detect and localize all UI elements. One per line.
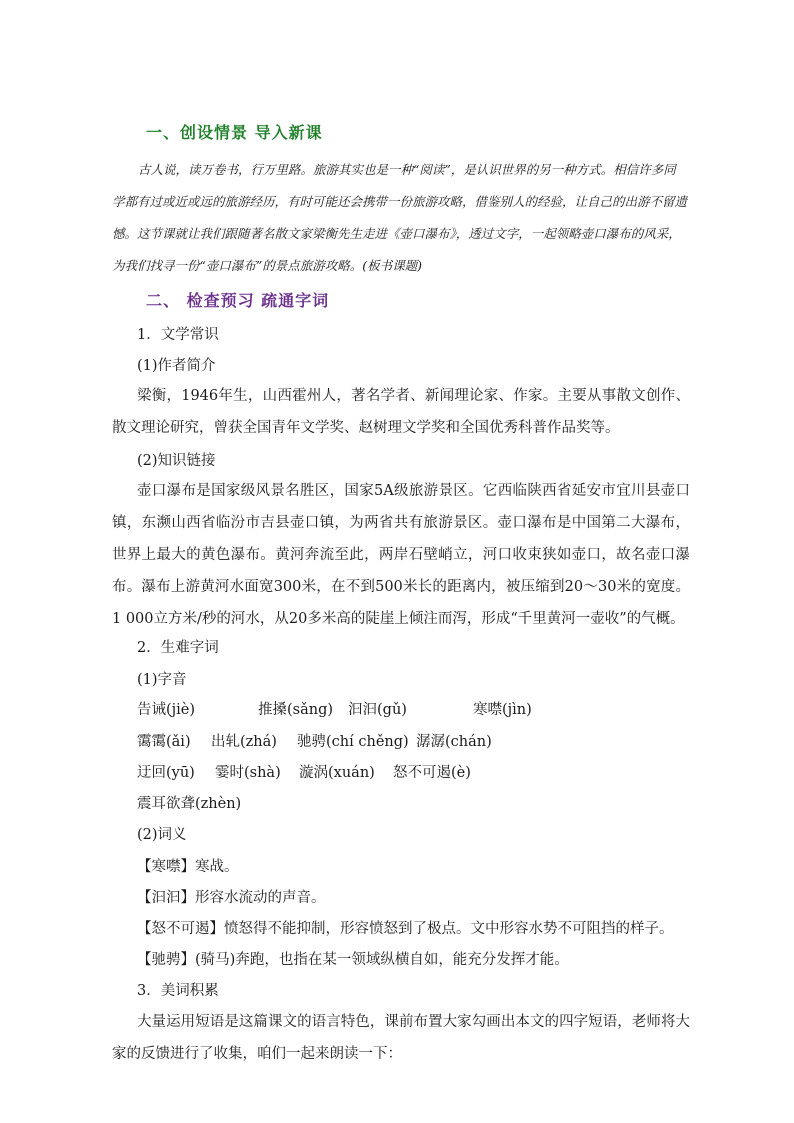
meaning-title: (2)词义	[137, 827, 187, 843]
definition-item	[137, 950, 569, 970]
pron-item: 寒噤(jìn)	[473, 702, 532, 718]
subsection-difficult-words: 2．生难字词	[137, 640, 219, 656]
definition-term: 【驰骋】	[137, 952, 195, 968]
pron-item: 霎时(shà)	[215, 765, 281, 781]
section-heading-1: 一、创设情景 导入新课	[146, 123, 323, 142]
pron-item: 震耳欲聋(zhèn)	[137, 796, 242, 812]
definition-item	[137, 857, 239, 877]
definition-item	[137, 919, 674, 939]
pron-item: 汩汩(gǔ)	[348, 702, 407, 718]
pronunciation-title: (1)字音	[137, 672, 187, 688]
subsection-literary-knowledge: 1．文学常识	[137, 327, 219, 343]
pron-item: 霭霭(ǎi)	[137, 734, 191, 750]
definition-text: 寒战。	[195, 859, 239, 875]
section-heading-2: 二、 检查预习 疏通字词	[146, 291, 330, 310]
pron-item: 怒不可遏(è)	[393, 765, 471, 781]
definition-term: 【寒噤】	[137, 859, 195, 875]
author-intro-title: (1)作者简介	[137, 358, 216, 374]
knowledge-link-text: 壶口瀑布是国家级风景名胜区，国家5A级旅游景区。它西临陕西省延安市宜川县壶口镇，东濒山西省临汾市吉县壶口镇，为两省共有旅游景区。壶口瀑布是中国第二大瀑布，世界上最大的黄色瀑布。黄河奔流至此，两岸石壁峭立，河口收束狭如壶口，故名壶口瀑布。瀑布上游黄河水面宽300米，在不到500米长的距离内，被压缩到20～30米的宽度。1 000立方米/秒的河水，从20多米高的陡崖上倾注而泻，形成“千里黄河一壶收”的气概。	[112, 483, 690, 627]
intro-paragraph: 古人说，读万卷书，行万里路。旅游其实也是一种“阅读”，是认识世界的另一种方式。相信许多同学都有过或近或远的旅游经历，有时可能还会携带一份旅游攻略，借鉴别人的经验，让自己的出游不留遗憾。这节课就让我们跟随著名散文家梁衡先生走进《壶口瀑布》，透过文字，一起领略壶口瀑布的风采，为我们找寻一份“壶口瀑布”的景点旅游攻略。(板书课题)	[112, 162, 688, 273]
definition-text: 形容水流动的声音。	[195, 890, 326, 906]
pron-item: 迂回(yū)	[137, 765, 195, 781]
pron-item: 漩涡(xuán)	[299, 765, 375, 781]
pron-item: 驰骋(chí chěng)	[297, 734, 409, 750]
knowledge-link-title: (2)知识链接	[137, 453, 216, 469]
word-accumulation-text: 大量运用短语是这篇课文的语言特色，课前布置大家勾画出本文的四字短语，老师将大家的反馈进行了收集，咱们一起来朗读一下：	[112, 1014, 690, 1062]
pron-item: 潺潺(chán)	[416, 734, 492, 750]
author-intro-text: 梁衡，1946年生，山西霍州人，著名学者、新闻理论家、作家。主要从事散文创作、散文理论研究，曾获全国青年文学奖、赵树理文学奖和全国优秀科普作品奖等。	[112, 388, 690, 436]
pron-item: 推搡(sǎng)	[258, 702, 334, 718]
definition-term: 【汩汩】	[137, 890, 195, 906]
subsection-word-accumulation: 3．美词积累	[137, 983, 219, 999]
pron-item: 出轧(zhá)	[211, 734, 277, 750]
definition-text: 愤怒得不能抑制，形容愤怒到了极点。文中形容水势不可阻挡的样子。	[224, 921, 674, 937]
definition-text: (骑马)奔跑，也指在某一领域纵横自如，能充分发挥才能。	[195, 952, 569, 968]
pron-item: 告诫(jiè)	[137, 702, 196, 718]
definition-item	[137, 888, 326, 908]
definition-term: 【怒不可遏】	[137, 921, 224, 937]
